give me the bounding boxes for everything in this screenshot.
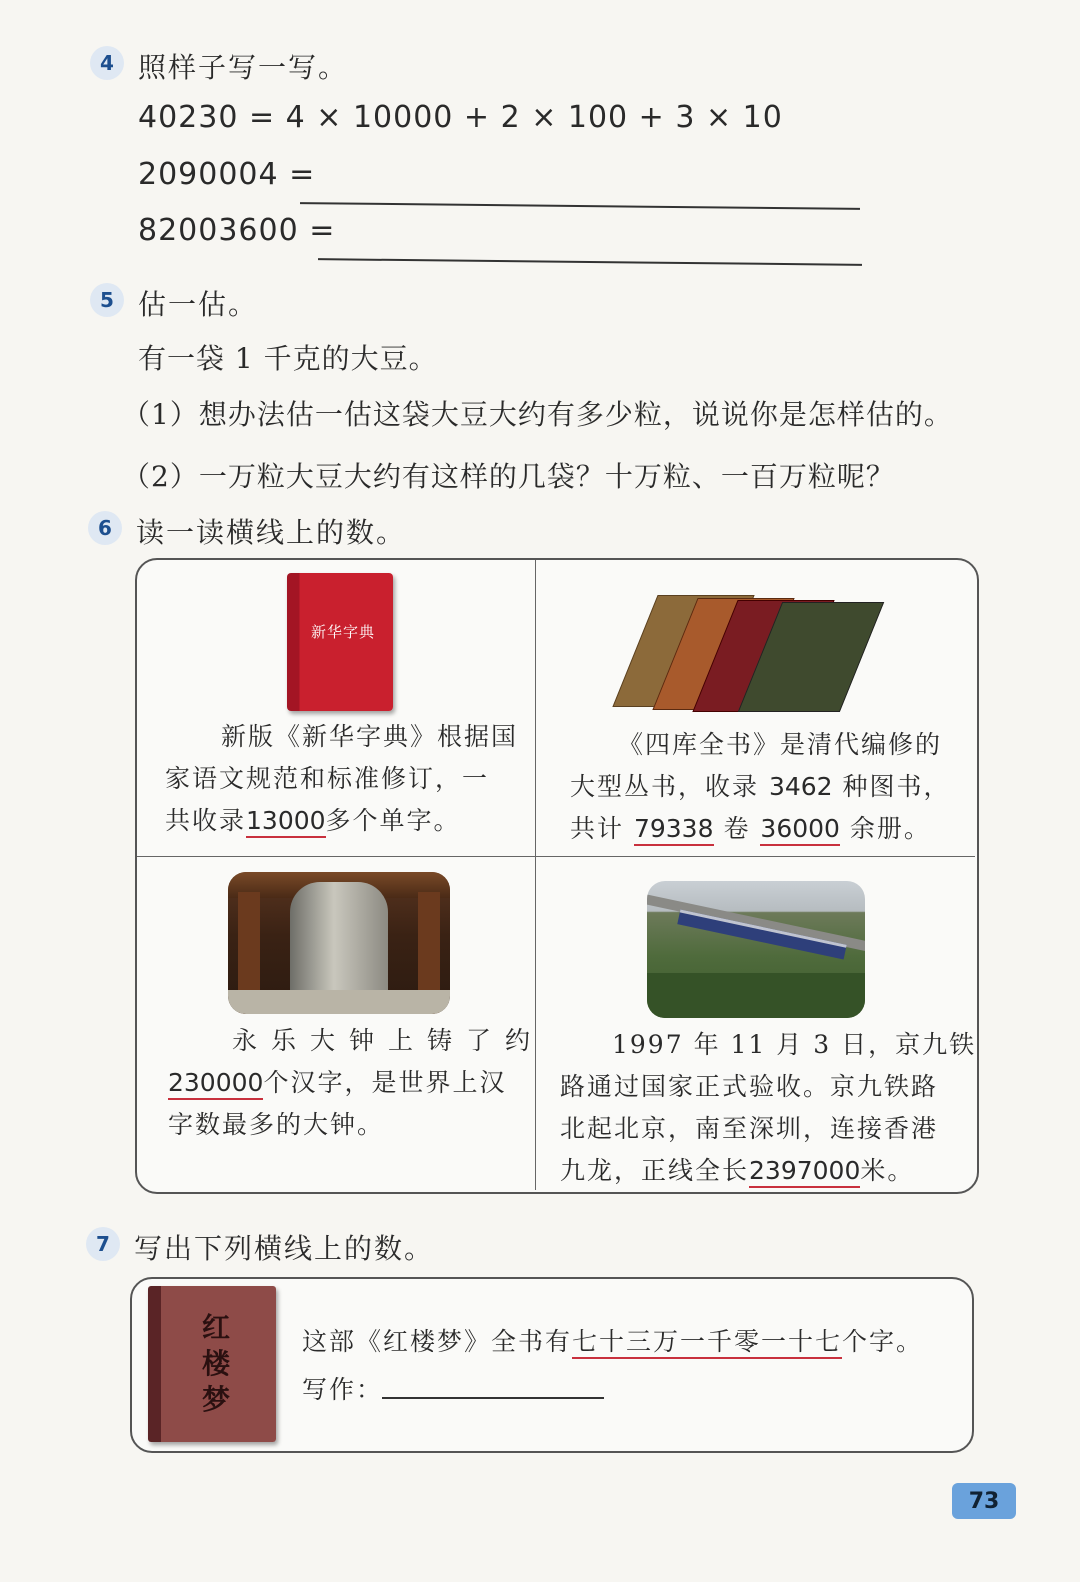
siku-text: [570, 724, 951, 850]
bell-text-l2-suffix: 个汉字，是世界上汉: [263, 1068, 507, 1097]
siku-number-3462: 3462: [768, 772, 833, 801]
question-7-title: 写出下列横线上的数。: [134, 1232, 435, 1265]
page-number-badge: 73: [952, 1483, 1016, 1519]
railway-text-l4-prefix: 九龙，正线全长: [560, 1156, 750, 1185]
question-number-4: 4: [90, 46, 124, 80]
q7-write-label: 写作：: [302, 1375, 384, 1404]
q5-part-1: （1）想办法估一估这袋大豆大约有多少粒，说说你是怎样估的。: [122, 398, 953, 431]
siku-text-l2-suffix: 种图书，: [842, 772, 951, 801]
underlined-number: 2397000: [749, 1156, 860, 1188]
underlined-number: 79338: [634, 814, 714, 846]
bell-text-line-1: 永乐大钟上铸了约: [232, 1026, 545, 1055]
q5-intro: 有一袋 1 千克的大豆。: [138, 342, 438, 375]
q7-sentence-suffix: 个字。: [842, 1327, 924, 1356]
dictionary-text-line-3: [165, 800, 518, 842]
q4-example: 40230 = 4 × 10000 + 2 × 100 + 3 × 10: [138, 100, 783, 135]
siku-text-line-1: 《四库全书》是清代编修的: [618, 730, 943, 759]
question-number-6: 6: [88, 511, 122, 545]
railway-train-image: [647, 881, 865, 1018]
q4-answer-blank-1[interactable]: [300, 202, 860, 210]
underlined-number: 230000: [168, 1068, 263, 1100]
dictionary-text-l3-prefix: 共收录: [165, 806, 247, 835]
siku-quanshu-books-image: [635, 590, 885, 715]
railway-text-line-4: [560, 1150, 976, 1192]
railway-text-line-1: 1997 年 11 月 3 日，京九铁: [612, 1030, 977, 1059]
book-cover-title: 红楼梦: [202, 1311, 231, 1416]
underlined-chinese-number: 七十三万一千零一十七: [572, 1327, 842, 1359]
dictionary-text-line-1: 新版《新华字典》根据国: [221, 722, 519, 751]
bell-text: [168, 1020, 544, 1146]
q5-part-2: （2）一万粒大豆大约有这样的几袋？十万粒、一百万粒呢？: [122, 460, 895, 493]
siku-text-line-3: [570, 808, 951, 850]
q7-sentence-prefix: 这部《红楼梦》全书有: [302, 1327, 573, 1356]
dictionary-text: [165, 716, 518, 842]
dictionary-text-line-2: 家语文规范和标准修订，一: [165, 764, 490, 793]
siku-text-l3-suffix: 余册。: [849, 814, 931, 843]
railway-text-line-3: 北起北京，南至深圳，连接香港: [560, 1114, 939, 1143]
hongloumeng-book-image: [148, 1286, 276, 1442]
question-5-title: 估一估。: [138, 288, 259, 321]
railway-text-l4-suffix: 米。: [860, 1156, 915, 1185]
dictionary-text-l3-suffix: 多个单字。: [325, 806, 461, 835]
q4-answer-blank-2[interactable]: [318, 258, 862, 266]
q7-answer-blank[interactable]: [382, 1397, 604, 1399]
yongle-bell-image: [228, 872, 450, 1014]
dictionary-cover-title: 新华字典: [311, 623, 376, 641]
question-4-title: 照样子写一写。: [138, 51, 349, 84]
siku-text-l3-prefix: 共计: [570, 814, 625, 843]
question-6-title: 读一读横线上的数。: [136, 516, 407, 549]
q4-line-1: 2090004 =: [138, 157, 316, 192]
grid-horizontal-divider: [137, 856, 975, 857]
question-number-5: 5: [90, 283, 124, 317]
siku-text-l2-prefix: 大型丛书，收录: [570, 772, 760, 801]
underlined-number: 13000: [246, 806, 326, 838]
railway-text-line-2: 路通过国家正式验收。京九铁路: [560, 1072, 939, 1101]
q7-sentence: [302, 1322, 923, 1358]
xinhua-dictionary-image: [287, 573, 393, 711]
siku-text-line-2: [570, 766, 951, 808]
bell-text-line-2: [168, 1062, 544, 1104]
railway-text: [560, 1024, 976, 1192]
siku-text-l3-middle: 卷: [723, 814, 751, 843]
question-number-7: 7: [86, 1227, 120, 1261]
underlined-number: 36000: [760, 814, 840, 846]
bell-text-line-3: 字数最多的大钟。: [168, 1110, 385, 1139]
q4-line-2: 82003600 =: [138, 213, 336, 248]
